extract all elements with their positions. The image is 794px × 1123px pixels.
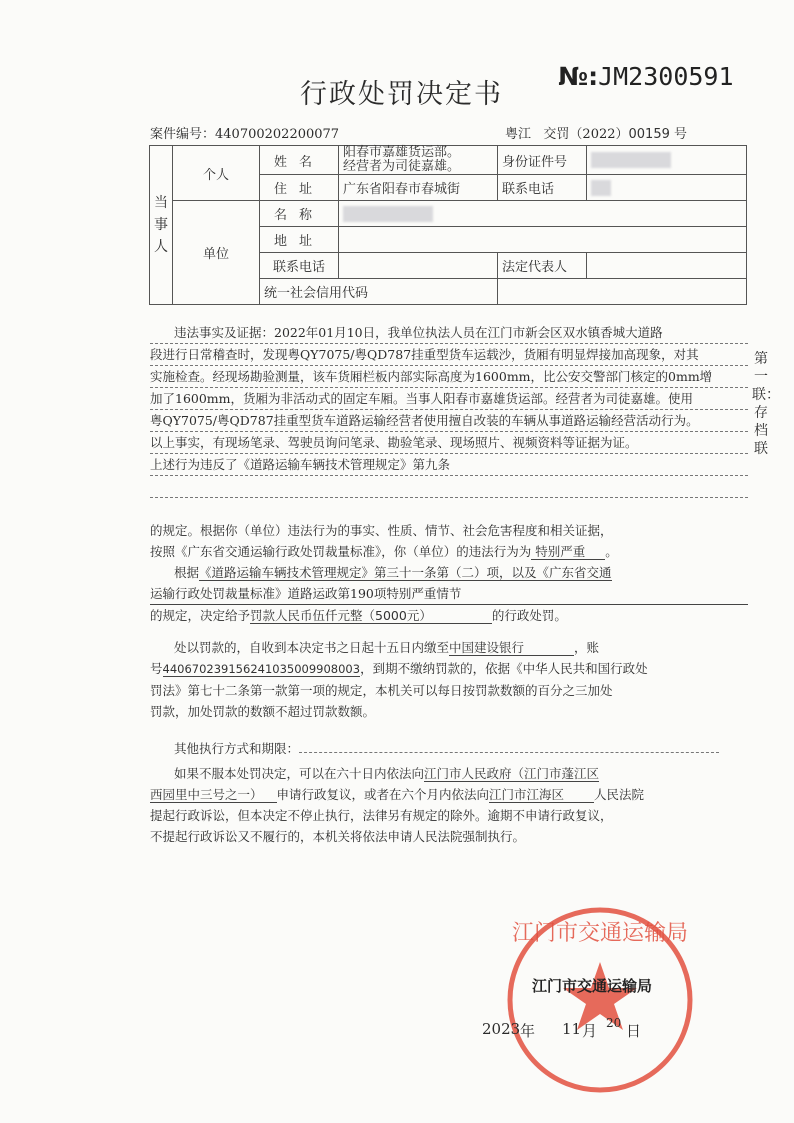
legal-rep-label: 法定代表人 <box>498 253 587 279</box>
date-month: 11 <box>562 1020 582 1038</box>
legal-rep-value <box>587 253 747 279</box>
unit-name-label: 名称 <box>260 201 339 227</box>
facts-line-2: 段进行日常稽查时，发现粤QY7075/粤QD787挂重型货车运载沙，货厢有明显焊接加高现象，对其 <box>150 344 748 366</box>
unit-address-label: 地址 <box>260 227 339 253</box>
individual-label: 个人 <box>173 146 260 201</box>
appeal-section <box>150 763 748 847</box>
facts-line-3: 实施检查。经现场勘验测量，该车货厢栏板内部实际高度为1600mm，比公安交警部门核定的0mm增 <box>150 366 748 388</box>
redacted-id <box>591 152 671 168</box>
facts-line-6: 以上事实，有现场笔录、驾驶员询问笔录、勘验笔录、现场照片、视频资料等证据为证。 <box>150 432 748 454</box>
seal-text: 江门市交通运输局 <box>511 921 689 946</box>
payment-line-1: 处以罚款的，自收到本决定书之日起十五日内缴至中国建设银行 ，账 <box>174 640 600 655</box>
appeal-line-1: 如果不服本处罚决定，可以在六十日内依法向江门市人民政府（江门市蓬江区 <box>174 766 600 781</box>
id-value <box>587 146 747 175</box>
official-seal <box>500 900 700 1100</box>
name-value: 阳春市嘉雄货运部。 经营者为司徒嘉雄。 <box>339 146 498 175</box>
phone-value <box>587 175 747 201</box>
id-label: 身份证件号 <box>498 146 587 175</box>
appeal-line-2: 西园里中三号之一） 申请行政复议，或者在六个月内依法向江门市江海区 人民法院 <box>150 787 645 802</box>
unit-address-value <box>339 227 747 253</box>
serial-value: JM2300591 <box>598 62 734 91</box>
facts-line-5: 粤QY7075/粤QD787挂重型货车道路运输经营者使用擅自改装的车辆从事道路运输经营活动行为。 <box>150 410 748 432</box>
address-label: 住址 <box>260 175 339 201</box>
doc-prefix: 粤江 <box>505 127 532 142</box>
date-day-char: 日 <box>626 1022 642 1040</box>
unit-label: 单位 <box>173 201 260 305</box>
appeal-line-3: 提起行政诉讼，但本决定不停止执行，法律另有规定的除外。逾期不申请行政复议， <box>150 808 613 823</box>
name-label: 姓名 <box>260 146 339 175</box>
serial-number <box>558 62 734 91</box>
severity-value: 特别严重 <box>531 544 605 560</box>
credit-code-value <box>498 279 747 305</box>
other-blank <box>299 752 719 753</box>
bank-name: 中国建设银行 <box>449 640 574 656</box>
violation-line: 上述行为违反了《道路运输车辆技术管理规定》第九条 <box>150 454 748 476</box>
decision-line-4: 的规定，决定给予罚款人民币伍仟元整（5000元） 的行政处罚。 <box>150 608 567 623</box>
payment-line-2: 号44067023915624103500990800​3，到期不缴纳罚款的，依据《中华人民共和国行政处 <box>150 661 648 676</box>
basis-line-1: 《道路运输车辆技术管理规定》第三十一条第（二）项，以及《广东省交通 <box>199 565 612 580</box>
facts-line-1: 违法事实及证据：2022年01月10日，我单位执法人员在江门市新会区双水镇香城大道路 <box>150 322 748 344</box>
serial-symbol: №: <box>558 62 599 91</box>
address-value: 广东省阳春市春城街 <box>339 175 498 201</box>
payment-line-4: 罚款，加处罚款的数额不超过罚款数额。 <box>150 704 376 719</box>
unit-name-value <box>339 201 747 227</box>
date-month-char: 月 <box>582 1022 598 1040</box>
date-year-char: 年 <box>520 1022 536 1040</box>
case-number-value: 440700202200077 <box>215 127 340 142</box>
party-side-label: 当事人 <box>150 146 173 305</box>
unit-phone-label: 联系电话 <box>260 253 339 279</box>
document-number <box>505 123 687 142</box>
document-title: 行政处罚决定书 <box>300 79 503 110</box>
unit-phone-value <box>339 253 498 279</box>
party-table <box>149 145 747 305</box>
other-line: 其他执行方式和期限： <box>150 738 748 759</box>
copy-label: 第一联：存档联 <box>752 351 780 457</box>
account-number: 44067023915624103500990800​3 <box>162 662 361 676</box>
redacted-phone <box>591 180 611 196</box>
basis-line-2: 运输行政处罚裁量标准》道路运政第190项特别严重情节 <box>150 583 748 605</box>
case-number <box>150 123 339 142</box>
date-day: 20 <box>606 1016 622 1030</box>
doc-mid: 交罚（2022） <box>543 127 629 142</box>
phone-label: 联系电话 <box>498 175 587 201</box>
payment-line-3: 罚法》第七十二条第一款第一项的规定，本机关可以每日按罚款数额的百分之三加处 <box>150 683 613 698</box>
facts-line-4: 加了1600mm，货厢为非活动式的固定车厢。当事人阳春市嘉雄货运部。经营者为司徒嘉雄。使用 <box>150 388 748 410</box>
blank-line <box>150 476 748 498</box>
violated-regulation: 《道路运输车辆技术管理规定》第九条 <box>237 457 451 472</box>
decision-line-3: 根据《道路运输车辆技术管理规定》第三十一条第（二）项，以及《广东省交通 <box>174 565 612 580</box>
payment-section <box>150 637 748 722</box>
appeal-court: 江门市江海区 <box>489 787 594 803</box>
penalty-value: 罚款人民币伍仟元整（5000元） <box>250 608 492 624</box>
appeal-gov-line-2: 西园里中三号之一） <box>150 787 277 803</box>
decision-line-1: 的规定。根据你（单位）违法行为的事实、性质、情节、社会危害程度和相关证据， <box>150 523 613 538</box>
redacted-unit-name <box>343 206 433 222</box>
decision-section <box>150 520 748 626</box>
doc-no: 00159 <box>628 127 670 142</box>
other-section <box>150 738 748 759</box>
decision-line-2: 按照《广东省交通运输行政处罚裁量标准》，你（单位）的违法行为为 特别严重 。 <box>150 544 618 559</box>
appeal-gov: 江门市人民政府（江门市蓬江区 <box>424 766 600 781</box>
facts-section <box>150 322 748 498</box>
case-number-label: 案件编号： <box>150 127 216 142</box>
doc-suffix: 号 <box>674 127 688 142</box>
issuing-agency: 江门市交通运输局 <box>532 977 653 995</box>
credit-code-label: 统一社会信用代码 <box>260 279 498 305</box>
appeal-line-4: 不提起行政诉讼又不履行的，本机关将依法申请人民法院强制执行。 <box>150 829 526 844</box>
date-year: 2023 <box>482 1020 521 1038</box>
